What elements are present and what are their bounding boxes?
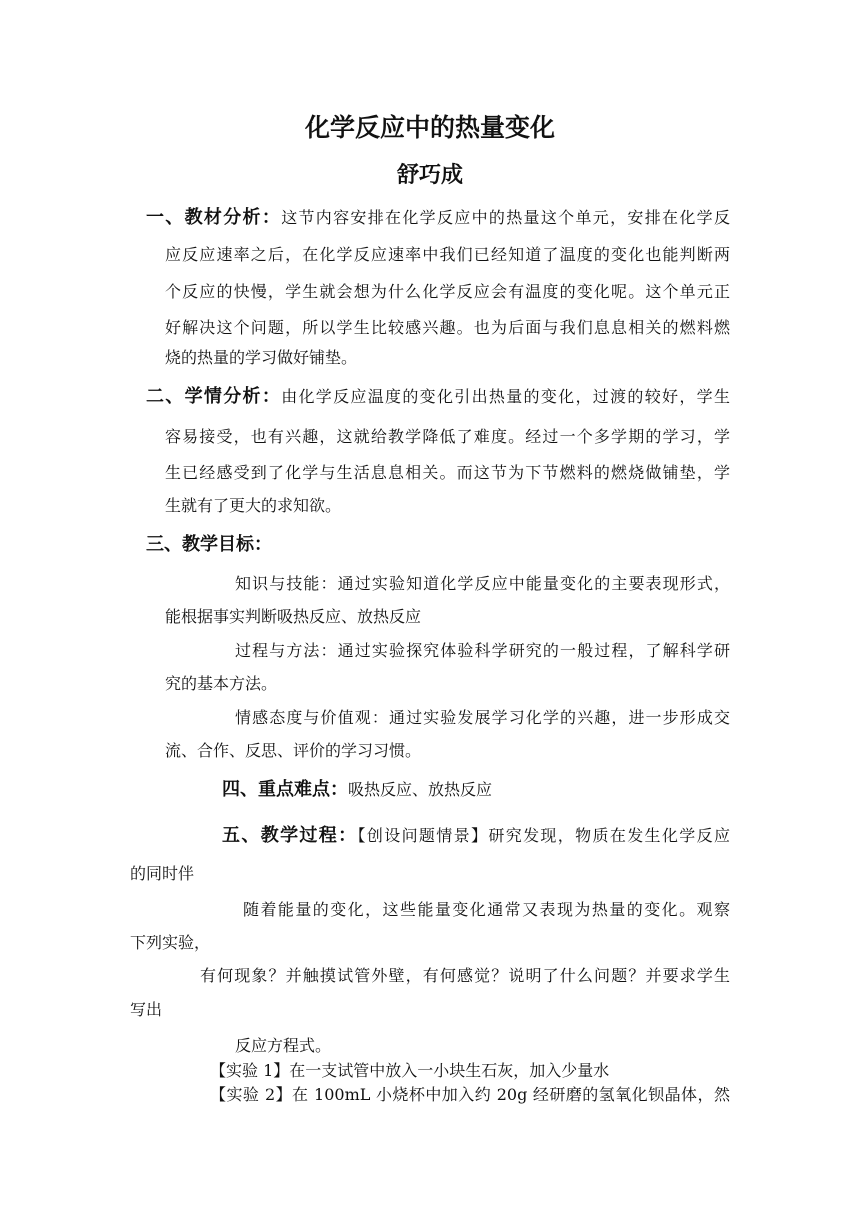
experiment-1: 【实验 1】在一支试管中放入一小块生石灰，加入少量水 [210,1061,610,1080]
objective-attitude-cont: 流、合作、反思、评价的学习习惯。 [165,741,422,760]
section-1-line: 这节内容安排在化学反应中的热量这个单元，安排在化学反 [281,208,730,227]
section-4-text: 吸热反应、放热反应 [348,780,493,799]
experiment-2: 【实验 2】在 100mL 小烧杯中加入约 20g 经研磨的氢氧化钡晶体，然 [210,1085,730,1104]
objective-attitude: 情感态度与价值观：通过实验发展学习化学的兴趣，进一步形成交 [235,708,730,727]
section-3-first-line [146,535,272,555]
section-5-line: 随着能量的变化，这些能量变化通常又表现为热量的变化。观察 [243,900,730,919]
section-2-line: 生已经感受到了化学与生活息息相关。而这节为下节燃料的燃烧做铺垫，学 [165,463,730,482]
section-5-line: 写出 [130,1000,163,1019]
section-3-heading: 三、教学目标： [146,534,272,555]
section-5-first-line [222,826,730,846]
objective-process-cont: 究的基本方法。 [165,674,278,693]
section-1-first-line [146,208,730,228]
section-5-line: 的同时伴 [130,864,195,883]
objective-knowledge-cont: 能根据事实判断吸热反应、放热反应 [165,607,422,626]
section-1-line: 应反应速率之后，在化学反应速率中我们已经知道了温度的变化也能判断两 [165,245,730,264]
section-2-heading: 二、学情分析： [146,386,282,407]
section-5-line: 有何现象？并触摸试管外壁，有何感觉？说明了什么问题？并要求学生 [200,966,730,985]
section-5-line: 下列实验， [130,933,211,952]
objective-process: 过程与方法：通过实验探究体验科学研究的一般过程，了解科学研 [235,641,730,660]
section-5-line: 【创设问题情景】研究发现，物质在发生化学反应 [357,826,730,845]
objective-knowledge: 知识与技能：通过实验知道化学反应中能量变化的主要表现形式， [235,574,730,593]
section-1-heading: 一、教材分析： [146,207,282,228]
author-name: 舒巧成 [396,163,463,188]
section-5-heading: 五、教学过程： [222,825,358,846]
section-2-line: 由化学反应温度的变化引出热量的变化，过渡的较好，学生 [281,387,730,406]
document-title: 化学反应中的热量变化 [304,113,555,142]
section-2-first-line [146,387,730,407]
section-4-heading: 四、重点难点： [222,779,348,800]
section-1-line: 烧的热量的学习做好铺垫。 [165,348,358,367]
section-2-line: 容易接受，也有兴趣，这就给教学降低了难度。经过一个多学期的学习，学 [165,427,730,446]
section-1-line: 个反应的快慢，学生就会想为什么化学反应会有温度的变化呢。这个单元正 [165,282,730,301]
section-4-line [222,780,492,800]
section-2-line: 生就有了更大的求知欲。 [165,496,342,515]
section-1-line: 好解决这个问题，所以学生比较感兴趣。也为后面与我们息息相关的燃料燃 [165,318,730,337]
section-5-line: 反应方程式。 [235,1036,332,1055]
